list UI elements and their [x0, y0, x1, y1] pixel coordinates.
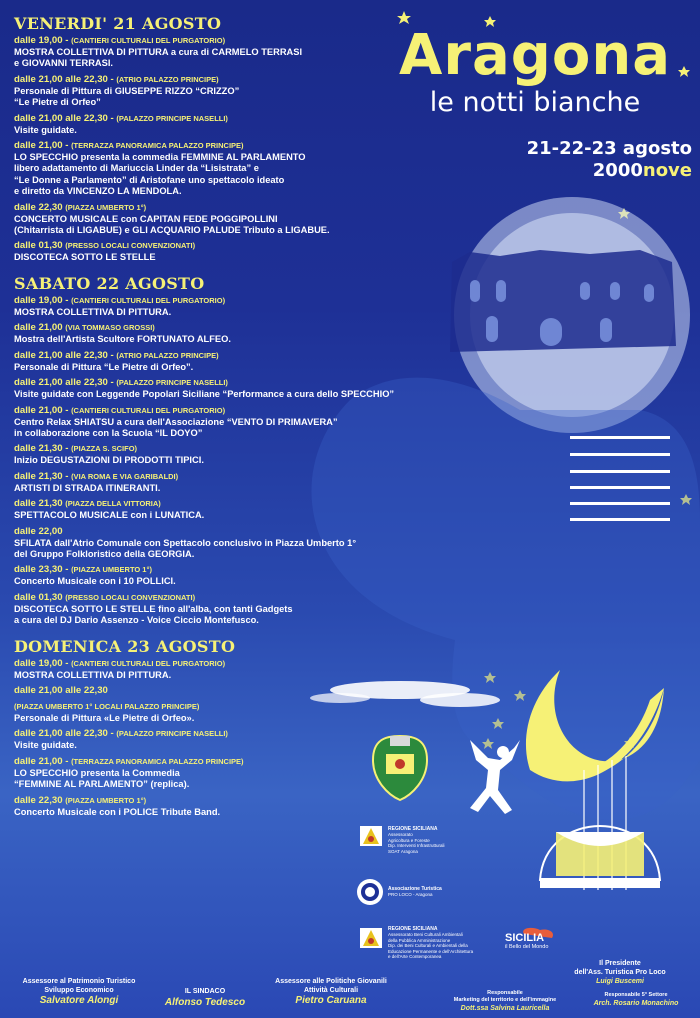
event-time: dalle 19,00 - — [14, 657, 72, 669]
credit-assessore-turismo: Assessore al Patrimonio Turistico Sviluppo Economico Salvatore Alongi — [22, 978, 136, 1006]
event-item — [14, 795, 464, 818]
event-item — [14, 728, 464, 751]
town-name: Aragona — [399, 23, 671, 88]
event-description: Concerto Musicale con i POLICE Tribute Band. — [14, 806, 221, 817]
event-description: CONCERTO MUSICALE con CAPITAN FEDE POGGIPOLLINI — [14, 213, 278, 224]
event-item — [14, 140, 464, 198]
event-item — [14, 350, 464, 373]
event-time: dalle 21,00 alle 22,30 - — [14, 349, 117, 361]
event-description: a cura del DJ Dario Assenzo - Voice Ciccio Montefusco. — [14, 615, 259, 626]
event-item — [14, 685, 464, 697]
event-time-place — [14, 756, 464, 768]
credit-settore: Responsabile 5° Settore Arch. Rosario Monachino — [593, 992, 679, 1007]
event-time: dalle 01,30 — [14, 591, 66, 603]
credit-assessore-giovani: Assessore alle Politiche Giovanili Attività Culturali Pietro Caruana — [275, 978, 387, 1006]
regione-logo-2-icon — [360, 928, 382, 948]
stage-icon — [540, 826, 660, 888]
palace-ruin-icon — [450, 250, 676, 352]
event-venue: (PRESSO LOCALI CONVENZIONATI) — [65, 241, 196, 251]
event-time-place — [14, 202, 464, 214]
event-program — [14, 14, 464, 822]
event-time-place — [14, 498, 464, 510]
event-time-place — [14, 295, 464, 307]
sponsor-regione-agricoltura: REGIONE SICILIANA Assessorato Agricoltura e Foreste Dip. Interventi Infrastrutturali SOAT Aragona — [388, 826, 445, 854]
event-item — [14, 377, 464, 400]
sponsor-regione-beni-culturali: REGIONE SICILIANA Assessorato Beni Culturali Ambientali della Pubblica Amministrazione Dip. dei Beni Culturali e Ambientali della Educazione Permanente e dell'Architettura e dell'Arte Contemporanea — [388, 926, 474, 959]
event-description: “FEMMINE AL PARLAMENTO” (replica). — [14, 779, 190, 790]
event-description: Inizio DEGUSTAZIONI DI PRODOTTI TIPICI. — [14, 455, 204, 466]
event-description: DISCOTECA SOTTO LE STELLE — [14, 252, 156, 263]
event-time: dalle 21,30 - — [14, 470, 72, 482]
event-item — [14, 240, 464, 263]
event-item — [14, 322, 464, 345]
event-item — [14, 701, 464, 724]
poster-title — [390, 23, 680, 120]
credit-presidente-proloco: Il Presidente dell'Ass. Turistica Pro Loco Luigi Buscemi — [574, 960, 666, 985]
event-item — [14, 498, 464, 521]
event-time: dalle 21,00 alle 22,30 - — [14, 73, 117, 85]
event-time: dalle 22,30 — [14, 201, 66, 213]
event-venue: (CANTIERI CULTURALI DEL PURGATORIO) — [71, 295, 226, 305]
event-venue: (PIAZZA UMBERTO 1° LOCALI PALAZZO PRINCIPE) — [14, 701, 200, 711]
event-description: Visite guidate. — [14, 124, 77, 135]
sicilia-brand: SICILIA il Bello del Mondo — [505, 932, 549, 950]
event-time: dalle 01,30 — [14, 240, 66, 252]
event-description: SPETTACOLO MUSICALE con i LUNATICA. — [14, 510, 205, 521]
event-venue: (VIA TOMMASO GROSSI) — [65, 323, 155, 333]
event-time: dalle 21,00 alle 22,30 - — [14, 728, 117, 740]
event-venue: (ATRIO PALAZZO PRINCIPE) — [116, 74, 219, 84]
event-time-place — [14, 377, 464, 389]
event-subtitle: le notti bianche — [429, 87, 641, 118]
event-item — [14, 658, 464, 681]
event-description: Visite guidate. — [14, 740, 77, 751]
event-time: dalle 21,00 alle 22,30 - — [14, 112, 117, 124]
event-time: dalle 21,30 - — [14, 443, 72, 455]
regione-logo-1-icon — [360, 826, 382, 846]
event-time-place — [14, 471, 464, 483]
event-description: ARTISTI DI STRADA ITINERANTI. — [14, 482, 161, 493]
credit-marketing: Responsabile Marketing del territorio e dell'immagine Dott.ssa Salvina Lauricella — [453, 990, 557, 1012]
event-time: dalle 19,00 - — [14, 35, 72, 46]
event-time-place — [14, 240, 464, 252]
event-time: dalle 21,00 alle 22,30 — [14, 684, 108, 696]
event-description: e GIOVANNI TERRASI. — [14, 58, 114, 69]
event-time: dalle 21,00 - — [14, 140, 72, 152]
event-time-place — [14, 728, 464, 740]
event-time-place — [14, 795, 464, 807]
event-time: dalle 19,00 - — [14, 294, 72, 306]
event-dates — [440, 138, 692, 182]
event-time-place — [14, 443, 464, 455]
event-time-place — [14, 564, 464, 576]
event-time: dalle 23,30 - — [14, 564, 72, 576]
event-description: “Le Pietre di Orfeo” — [14, 97, 101, 108]
event-time: dalle 21,00 — [14, 322, 66, 334]
event-description: Centro Relax SHIATSU a cura dell'Associazione “VENTO DI PRIMAVERA” — [14, 416, 338, 427]
event-description: in collaborazione con la Scuola “IL DOYO” — [14, 427, 203, 438]
event-description: “Le Donne a Parlamento” di Aristofane uno spettacolo ideato — [14, 174, 285, 185]
day-heading: VENERDI' 21 AGOSTO — [14, 14, 222, 33]
event-item — [14, 405, 464, 440]
event-time-place — [14, 140, 464, 152]
event-venue: (TERRAZZA PANORAMICA PALAZZO PRINCIPE) — [71, 141, 244, 151]
event-description: Concerto Musicale con i 10 POLLICI. — [14, 576, 176, 587]
event-description: MOSTRA COLLETTIVA DI PITTURA a cura di CARMELO TERRASI — [14, 47, 303, 57]
event-venue: (CANTIERI CULTURALI DEL PURGATORIO) — [71, 36, 226, 45]
event-time: dalle 21,30 — [14, 498, 66, 510]
event-item — [14, 564, 464, 587]
event-time: dalle 22,30 — [14, 794, 66, 806]
event-time-place — [14, 526, 464, 538]
event-description: Mostra dell'Artista Scultore FORTUNATO ALFEO. — [14, 334, 231, 345]
event-item — [14, 756, 464, 791]
event-description: Personale di Pittura di GIUSEPPE RIZZO “CRIZZO” — [14, 85, 240, 96]
event-venue: (PRESSO LOCALI CONVENZIONATI) — [65, 592, 196, 602]
event-description: LO SPECCHIO presenta la Commedia — [14, 767, 180, 778]
event-item — [14, 295, 464, 318]
event-venue: (TERRAZZA PANORAMICA PALAZZO PRINCIPE) — [71, 756, 244, 766]
event-venue: (PIAZZA S. SCIFO) — [71, 444, 138, 454]
event-venue: (PALAZZO PRINCIPE NASELLI) — [116, 113, 228, 123]
date-range: 21-22-23 agosto — [526, 138, 692, 159]
event-item — [14, 592, 464, 627]
event-time: dalle 21,00 alle 22,30 - — [14, 377, 117, 389]
event-description: MOSTRA COLLETTIVA DI PITTURA. — [14, 306, 172, 317]
event-description: e diretto da VINCENZO LA MENDOLA. — [14, 186, 182, 197]
event-time: dalle 21,00 - — [14, 755, 72, 767]
event-venue: (ATRIO PALAZZO PRINCIPE) — [116, 350, 219, 360]
event-time: dalle 22,00 — [14, 525, 63, 537]
event-description: del Gruppo Folkloristico della GEORGIA. — [14, 548, 195, 559]
sponsor-proloco: Associazione Turistica PRO LOCO - Aragona — [388, 886, 442, 897]
event-item — [14, 471, 464, 494]
event-description: Personale di Pittura «Le Pietre di Orfeo». — [14, 712, 195, 723]
event-year: 2000nove — [592, 160, 692, 181]
event-description: SFILATA dall'Atrio Comunale con Spettacolo conclusivo in Piazza Umberto 1° — [14, 537, 357, 548]
event-time-place — [14, 701, 464, 713]
event-venue: (VIA ROMA E VIA GARIBALDI) — [71, 471, 179, 481]
event-description: LO SPECCHIO presenta la commedia FEMMINE AL PARLAMENTO — [14, 152, 306, 163]
event-time-place — [14, 658, 464, 670]
day-heading: SABATO 22 AGOSTO — [14, 273, 205, 293]
event-description: (Chitarrista di LIGABUE) e GLI ACQUARIO PALUDE Tributo a LIGABUE. — [14, 225, 330, 236]
event-item — [14, 202, 464, 237]
day-heading: DOMENICA 23 AGOSTO — [14, 636, 236, 656]
event-time-place — [14, 685, 464, 697]
event-venue: (PIAZZA UMBERTO 1°) — [65, 795, 147, 805]
event-item — [14, 526, 464, 561]
event-venue: (PIAZZA UMBERTO 1°) — [71, 565, 152, 575]
event-time-place — [14, 592, 464, 604]
event-time: dalle 21,00 - — [14, 404, 72, 416]
event-venue: (PIAZZA DELLA VITTORIA) — [65, 499, 161, 509]
event-venue: (CANTIERI CULTURALI DEL PURGATORIO) — [71, 658, 226, 668]
event-venue: (CANTIERI CULTURALI DEL PURGATORIO) — [71, 405, 226, 415]
proloco-logo-icon — [357, 879, 383, 905]
event-description: MOSTRA COLLETTIVA DI PITTURA. — [14, 669, 172, 680]
event-description: Visite guidate con Leggende Popolari Siciliane “Performance a cura dello SPECCHIO” — [14, 389, 395, 400]
event-description: DISCOTECA SOTTO LE STELLE fino all'alba, con tanti Gadgets — [14, 603, 293, 614]
event-time-place — [14, 405, 464, 417]
event-time-place — [14, 322, 464, 334]
event-time-place — [14, 350, 464, 362]
credit-sindaco: IL SINDACO Alfonso Tedesco — [164, 988, 246, 1008]
event-venue: (PALAZZO PRINCIPE NASELLI) — [116, 729, 228, 739]
event-item — [14, 443, 464, 466]
event-venue: (PIAZZA UMBERTO 1°) — [65, 202, 147, 212]
event-description: libero adattamento di Mariuccia Linder da “Lisistrata” e — [14, 163, 259, 174]
event-venue: (PALAZZO PRINCIPE NASELLI) — [116, 378, 228, 388]
event-description: Personale di Pittura “Le Pietre di Orfeo”. — [14, 361, 194, 372]
